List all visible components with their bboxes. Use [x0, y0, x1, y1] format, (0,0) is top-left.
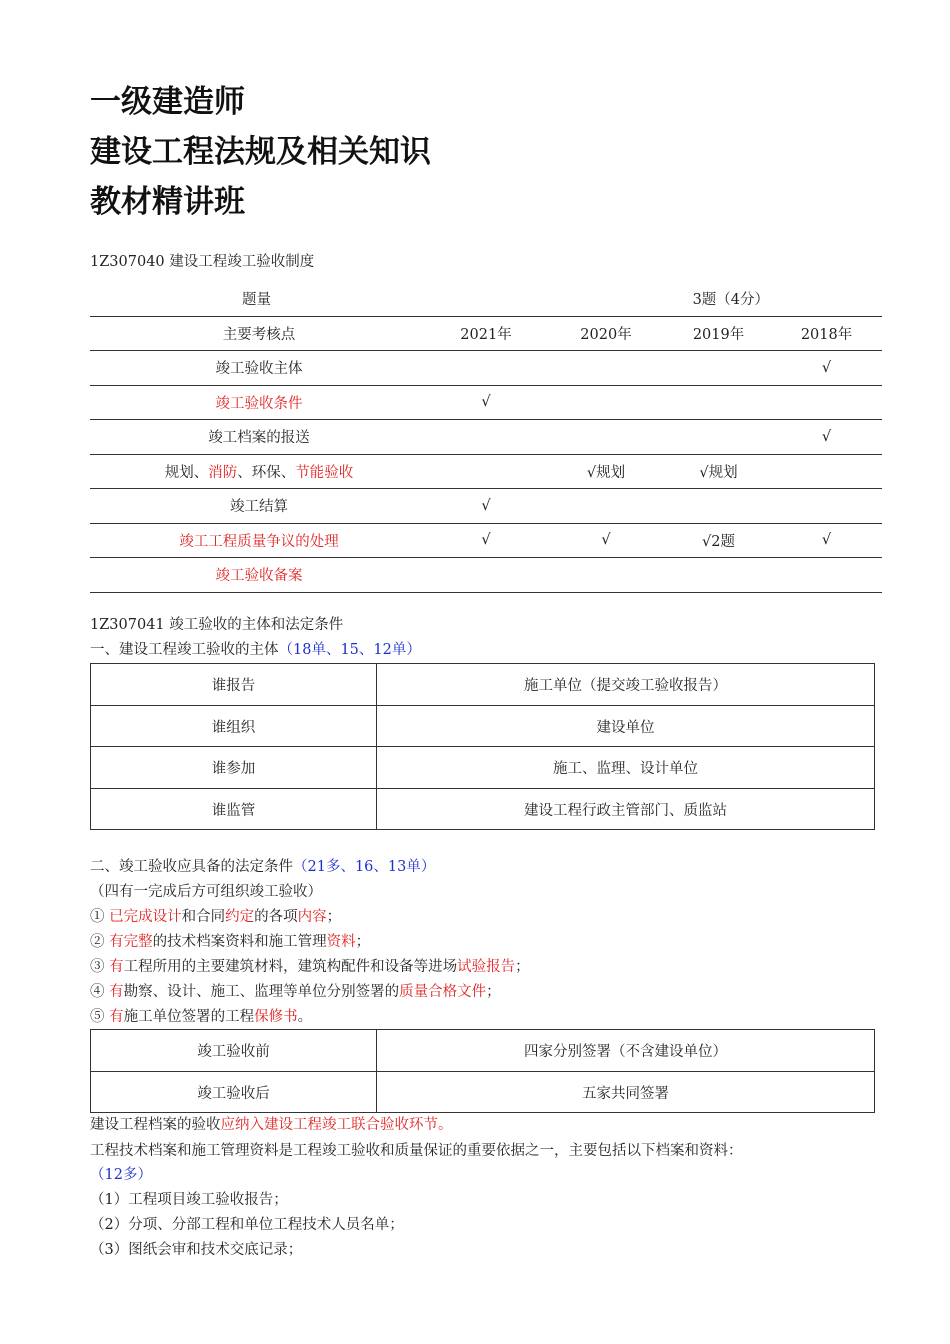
question-count-label: 题量	[90, 282, 426, 316]
point-cell: 竣工验收条件	[90, 385, 426, 420]
mark-cell	[666, 489, 771, 524]
mark-cell	[426, 351, 546, 386]
mark-cell: √	[426, 523, 546, 558]
table-row	[90, 385, 882, 420]
docs-item: （1）工程项目竣工验收报告；	[90, 1192, 288, 1208]
mark-cell	[546, 351, 666, 386]
question-cell: 谁参加	[91, 747, 377, 789]
col-header-year: 2020年	[546, 316, 666, 351]
mark-cell	[666, 351, 771, 386]
docs-note: （12多）	[90, 1167, 152, 1183]
mark-cell: √	[426, 489, 546, 524]
table-row	[90, 316, 882, 351]
condition-item: ② 有完整的技术档案资料和施工管理资料；	[90, 934, 371, 950]
condition-item: ⑤ 有施工单位签署的工程保修书。	[90, 1009, 313, 1025]
point-cell: 竣工验收主体	[90, 351, 426, 386]
mark-cell	[666, 420, 771, 455]
table-row	[90, 420, 882, 455]
col-header-points: 主要考核点	[90, 316, 426, 351]
question-cell: 谁组织	[91, 706, 377, 747]
mark-cell	[666, 558, 771, 593]
mark-cell: √	[426, 385, 546, 420]
answer-cell: 建设工程行政主管部门、质监站	[377, 789, 875, 830]
col-header-year: 2021年	[426, 316, 546, 351]
col-header-year: 2018年	[771, 316, 882, 351]
docs-item: （3）图纸会审和技术交底记录；	[90, 1242, 303, 1258]
point-cell: 竣工验收备案	[90, 558, 426, 593]
mark-cell: √	[771, 351, 882, 386]
mark-cell	[666, 385, 771, 420]
mark-cell	[771, 558, 882, 593]
part2-heading: 二、竣工验收应具备的法定条件（21多、16、13单）	[90, 859, 436, 875]
table-row	[91, 1030, 875, 1072]
condition-item: ③ 有工程所用的主要建筑材料，建筑构配件和设备等进场试验报告；	[90, 959, 530, 975]
section-heading-1z307040: 1Z307040 建设工程竣工验收制度	[90, 254, 315, 270]
answer-cell: 施工单位（提交竣工验收报告）	[377, 664, 875, 706]
mark-cell: √	[771, 523, 882, 558]
question-cell: 谁报告	[91, 664, 377, 706]
section-heading-1z307041: 1Z307041 竣工验收的主体和法定条件	[90, 617, 344, 633]
mark-cell: √规划	[666, 454, 771, 489]
condition-item: ④ 有勘察、设计、施工、监理等单位分别签署的质量合格文件；	[90, 984, 501, 1000]
table-row	[91, 664, 875, 706]
mark-cell	[426, 454, 546, 489]
question-count-value: 3题（4分）	[426, 282, 771, 316]
part1-heading: 一、建设工程竣工验收的主体（18单、15、12单）	[90, 642, 421, 658]
answer-cell: 四家分别签署（不含建设单位）	[377, 1030, 875, 1072]
mark-cell: √	[546, 523, 666, 558]
mark-cell: √	[771, 420, 882, 455]
acceptance-subject-table	[90, 663, 875, 830]
mark-cell: √规划	[546, 454, 666, 489]
table-row	[90, 282, 882, 316]
table-row	[90, 454, 882, 489]
col-header-year: 2019年	[666, 316, 771, 351]
mark-cell	[546, 385, 666, 420]
mark-cell	[546, 420, 666, 455]
archive-line: 建设工程档案的验收应纳入建设工程竣工联合验收环节。	[90, 1117, 453, 1133]
answer-cell: 建设单位	[377, 706, 875, 747]
table-row	[91, 789, 875, 830]
mark-cell	[771, 454, 882, 489]
mark-cell: √2题	[666, 523, 771, 558]
mark-cell	[771, 489, 882, 524]
table-row	[91, 706, 875, 747]
exam-frequency-table	[90, 282, 882, 593]
table-row	[90, 351, 882, 386]
table-row	[90, 523, 882, 558]
title-line-3: 教材精讲班	[90, 184, 245, 220]
mark-cell	[426, 420, 546, 455]
point-cell: 竣工档案的报送	[90, 420, 426, 455]
answer-cell: 五家共同签署	[377, 1072, 875, 1113]
mark-cell	[546, 558, 666, 593]
docs-item: （2）分项、分部工程和单位工程技术人员名单；	[90, 1217, 404, 1233]
answer-cell: 施工、监理、设计单位	[377, 747, 875, 789]
question-cell: 竣工验收前	[91, 1030, 377, 1072]
signing-table	[90, 1029, 875, 1113]
table-row	[91, 747, 875, 789]
table-row	[90, 489, 882, 524]
mark-cell	[426, 558, 546, 593]
point-cell: 竣工结算	[90, 489, 426, 524]
point-cell: 竣工工程质量争议的处理	[90, 523, 426, 558]
condition-item: ① 已完成设计和合同约定的各项内容；	[90, 909, 342, 925]
docs-intro: 工程技术档案和施工管理资料是工程竣工验收和质量保证的重要依据之一，主要包括以下档案和资料：	[90, 1143, 743, 1159]
question-cell: 谁监管	[91, 789, 377, 830]
table-row	[90, 558, 882, 593]
title-line-1: 一级建造师	[90, 84, 245, 120]
part2-subheading: （四有一完成后方可组织竣工验收）	[90, 884, 322, 900]
mark-cell	[771, 385, 882, 420]
mark-cell	[546, 489, 666, 524]
question-cell: 竣工验收后	[91, 1072, 377, 1113]
point-cell: 规划、消防、环保、节能验收	[90, 454, 426, 489]
title-line-2: 建设工程法规及相关知识	[90, 134, 431, 170]
table-row	[91, 1072, 875, 1113]
